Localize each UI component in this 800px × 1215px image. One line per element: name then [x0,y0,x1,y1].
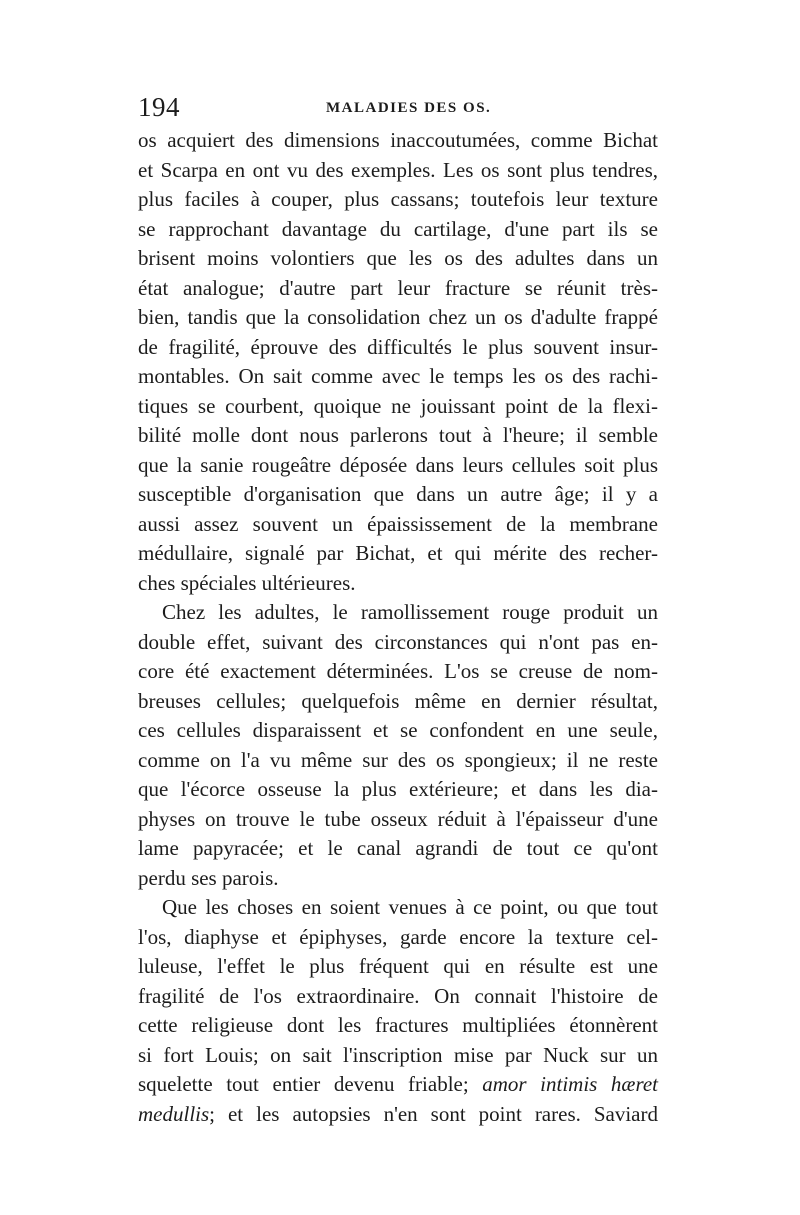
running-head: MALADIES DES OS. [326,100,492,116]
body-text [138,126,658,1129]
text-line: si fort Louis; on sait l'inscription mise par Nuck sur un [138,1042,658,1067]
text-line-with-italic [138,1070,658,1100]
text-line: Chez les adultes, le ramollissement rouge produit un [162,600,658,624]
text-line: ces cellules disparaissent et se confondent en une seule, [138,718,658,742]
text-line: os acquiert des dimensions inaccoutumées, comme Bichat [138,128,658,152]
text-line: susceptible d'organisation que dans un autre âge; il y a [138,482,658,506]
text-line: core été exactement déterminées. L'os se creuse de nom- [138,659,658,683]
paragraph-3 [138,893,658,1129]
page-header [138,92,658,122]
text-line: luleuse, l'effet le plus fréquent qui en résulte est une [138,954,658,978]
text-line: cette religieuse dont les fractures multipliées étonnèrent [138,1013,658,1037]
text-segment: squelette tout entier devenu friable; [138,1072,483,1096]
text-line: état analogue; d'autre part leur fracture se réunit très- [138,275,658,300]
text-line: fragilité de l'os extraordinaire. On connait l'histoire de [138,983,658,1008]
paragraph-1 [138,126,658,598]
text-line: double effet, suivant des circonstances qui n'ont pas en- [138,629,658,654]
page-number: 194 [138,92,180,122]
text-line: que l'écorce osseuse la plus extérieure; et dans les dia- [138,777,658,801]
text-segment: ; et les autopsies n'en sont point rares. Saviard [209,1101,658,1126]
text-line: lame papyracée; et le canal agrandi de tout ce qu'ont [138,836,658,860]
text-line: de fragilité, éprouve des difficultés le plus souvent insur- [138,334,658,359]
text-line: Que les choses en soient venues à ce point, ou que tout [162,895,658,919]
text-line: bilité molle dont nous parlerons tout à l'heure; il semble [138,423,658,447]
text-line: que la sanie rougeâtre déposée dans leurs cellules soit plus [138,452,658,477]
text-line: tiques se courbent, quoique ne jouissant point de la flexi- [138,393,658,418]
text-line: bien, tandis que la consolidation chez un os d'adulte frappé [138,305,658,329]
paragraph-2 [138,598,658,893]
latin-quote: amor intimis hæret [482,1072,658,1096]
text-line: physes on trouve le tube osseux réduit à l'épaisseur d'une [138,806,658,831]
text-line: perdu ses parois. [138,865,279,890]
text-line: plus faciles à couper, plus cassans; toutefois leur texture [138,187,658,211]
text-line: brisent moins volontiers que les os des adultes dans un [138,246,658,270]
text-line: et Scarpa en ont vu des exemples. Les os sont plus tendres, [138,157,658,182]
text-line: montables. On sait comme avec le temps les os des rachi- [138,364,658,388]
text-line: se rapprochant davantage du cartilage, d'une part ils se [138,216,658,241]
text-line: l'os, diaphyse et épiphyses, garde encore la texture cel- [138,924,658,949]
latin-quote: medullis [138,1101,210,1126]
text-line: ches spéciales ultérieures. [138,570,356,595]
text-line: breuses cellules; quelquefois même en dernier résultat, [138,688,658,713]
text-line: aussi assez souvent un épaississement de la membrane [138,511,658,536]
text-line: médullaire, signalé par Bichat, et qui mérite des recher- [138,541,658,565]
text-line: comme on l'a vu même sur des os spongieux; il ne reste [138,747,658,772]
text-line-with-italic [138,1100,658,1130]
